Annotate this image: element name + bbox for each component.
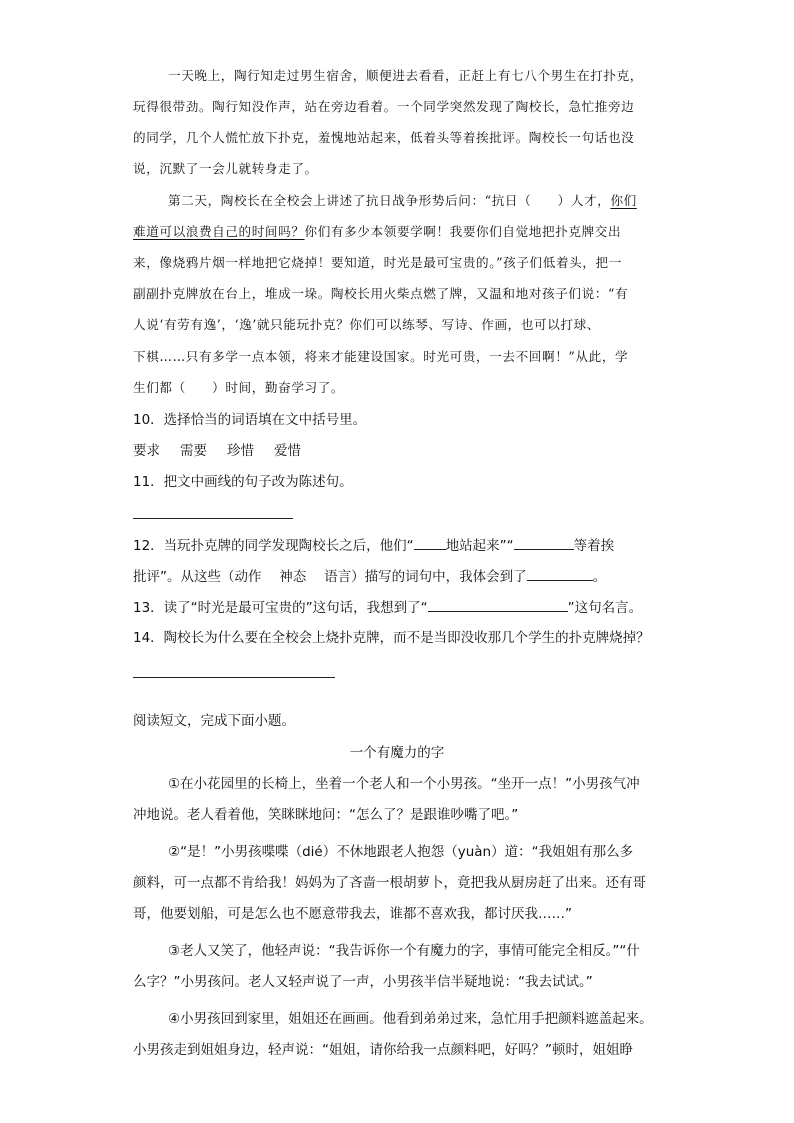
answer-blank[interactable] (414, 535, 446, 550)
question-text: 批评”。从这些（动作 神态 语言）描写的词句中，我体会到了 (133, 569, 527, 585)
passage-text: 第二天，陶校长在全校会上讲述了抗日战争形势后问：“抗日（ ）人才， (168, 193, 611, 208)
answer-blank[interactable] (428, 597, 568, 612)
question-12-line-1 (133, 535, 614, 556)
question-text: 等着挨 (573, 538, 615, 554)
passage-paragraph-1-line-3: 的同学，几个人慌忙放下扑克，羞愧地站起来，低着头等着挨批评。陶校长一句话也没 (133, 130, 635, 145)
reading-instruction: 阅读短文，完成下面小题。 (133, 713, 295, 729)
question-text: 。 (592, 569, 607, 585)
question-10-word-bank (133, 441, 321, 461)
answer-blank[interactable] (527, 566, 593, 581)
passage-paragraph-2-line-1 (168, 191, 637, 211)
question-text: 13．读了“时光是最可宝贵的”这句话，我想到了“ (133, 600, 428, 616)
question-text: 地站起来”“ (445, 538, 514, 554)
passage-paragraph-2-line-2 (133, 222, 621, 242)
story-line: 么字？”小男孩问。老人又轻声说了一声，小男孩半信半疑地说：“我去试试。” (133, 974, 593, 990)
answer-line-11[interactable] (133, 518, 293, 519)
question-14: 14．陶校长为什么要在全校会上烧扑克牌，而不是当即没收那几个学生的扑克牌烧掉？ (133, 630, 650, 646)
story-line: 哥，他要划船，可是怎么也不愿意带我去，谁都不喜欢我，都讨厌我……” (133, 906, 572, 922)
passage-paragraph-1-line-4: 说，沉默了一会儿就转身走了。 (133, 161, 318, 176)
question-12-line-2 (133, 566, 606, 587)
story-line: 冲地说。老人看着他，笑眯眯地问：“怎么了？是跟谁吵嘴了吧。” (133, 807, 519, 823)
answer-line-14[interactable] (133, 677, 335, 678)
underlined-sentence-start: 你们 (610, 193, 637, 208)
story-line: ④小男孩回到家里，姐姐还在画画。他看到弟弟过来，急忙用手把颜料遮盖起来。 (168, 1011, 653, 1027)
passage-paragraph-2-line-4: 副副扑克牌放在台上，堆成一垛。陶校长用火柴点燃了牌，又温和地对孩子们说：“有 (133, 286, 629, 301)
passage-text: 你们有多少本领要学啊！我要你们自觉地把扑克牌交出 (304, 224, 622, 239)
passage-paragraph-2-line-7: 生们都（ ）时间，勤奋学习了。 (133, 380, 345, 395)
passage-paragraph-1-line-2: 玩得很带劲。陶行知没作声，站在旁边看着。一个同学突然发现了陶校长，急忙推旁边 (133, 99, 635, 114)
answer-blank[interactable] (514, 535, 574, 550)
question-text: ”这句名言。 (567, 600, 643, 616)
story-title: 一个有魔力的字 (349, 745, 445, 761)
word-option: 需要 (180, 443, 207, 459)
word-option: 要求 (133, 443, 160, 459)
underlined-sentence-end: 难道可以浪费自己的时间吗？ (133, 224, 305, 239)
story-line: ①在小花园里的长椅上，坐着一个老人和一个小男孩。“坐开一点！”小男孩气冲 (168, 776, 640, 792)
story-line: 小男孩走到姐姐身边，轻声说：“姐姐，请你给我一点颜料吧，好吗？”顿时，姐姐睁 (133, 1042, 633, 1058)
story-line: ③老人又笑了，他轻声说：“我告诉你一个有魔力的字，事情可能完全相反。”“什 (168, 943, 640, 959)
passage-paragraph-1-line-1: 一天晚上，陶行知走过男生宿舍，顺便进去看看，正赶上有七八个男生在打扑克， (168, 68, 643, 83)
passage-paragraph-2-line-3: 来，像烧鸦片烟一样地把它烧掉！要知道，时光是最可宝贵的。”孩子们低着头，把一 (133, 255, 622, 270)
passage-paragraph-2-line-5: 人说‘有劳有逸’，‘逸’就只能玩扑克？你们可以练琴、写诗、作画，也可以打球、 (133, 317, 600, 332)
question-text: 12．当玩扑克牌的同学发现陶校长之后，他们“ (133, 538, 414, 554)
question-11: 11．把文中画线的句子改为陈述句。 (133, 474, 353, 490)
story-line: ②“是！”小男孩喋喋（dié）不休地跟老人抱怨（yuàn）道：“我姐姐有那么多 (168, 844, 634, 860)
passage-paragraph-2-line-6: 下棋……只有多学一点本领，将来才能建设国家。时光可贵，一去不回啊！”从此，学 (133, 349, 629, 364)
story-line: 颜料，可一点都不肯给我！妈妈为了吝啬一根胡萝卜，竟把我从厨房赶了出来。还有哥 (133, 875, 646, 891)
question-10: 10．选择恰当的词语填在文中括号里。 (133, 412, 367, 428)
question-13 (133, 597, 642, 618)
word-option: 珍惜 (227, 443, 254, 459)
word-option: 爱惜 (274, 443, 301, 459)
